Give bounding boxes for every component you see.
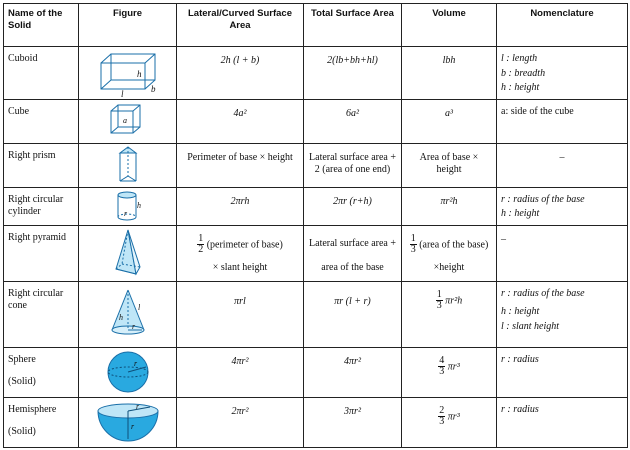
nom-item: r : radius: [501, 403, 539, 415]
row-pyramid: [4, 225, 628, 281]
cone-nomenclature: [497, 281, 628, 347]
sphere-r-label: r: [133, 359, 137, 368]
cone-r-label: r: [131, 322, 135, 331]
cylinder-volume: πr²h: [402, 187, 497, 225]
row-cube: [4, 99, 628, 143]
sphere-name: Sphere (Solid): [4, 347, 79, 397]
prism-icon: [111, 145, 145, 185]
header-lateral: Lateral/Curved Surface Area: [177, 4, 304, 47]
sphere-total: 4πr²: [304, 347, 402, 397]
cuboid-h-label: h: [136, 68, 141, 79]
cuboid-lateral: 2h (l + b): [177, 47, 304, 100]
nom-item: r : radius: [501, 353, 539, 365]
cube-nomenclature: [497, 99, 628, 143]
hemisphere-r-label-side: r: [130, 422, 134, 431]
prism-figure: [79, 143, 177, 187]
hemisphere-r-label-top: r: [135, 402, 139, 411]
nom-item: b : breadth: [501, 67, 546, 79]
cone-l-label: l: [137, 303, 140, 312]
cube-lateral: 4a²: [177, 99, 304, 143]
header-figure: Figure: [79, 4, 177, 47]
header-name: Name of the Solid: [4, 4, 79, 47]
row-hemisphere: [4, 397, 628, 447]
cylinder-icon: [110, 189, 146, 223]
nom-item: h : height: [501, 82, 540, 93]
nom-item: l : slant height: [501, 320, 560, 332]
hemisphere-lateral: 2πr²: [177, 397, 304, 447]
pyramid-name: Right pyramid: [4, 225, 79, 281]
cube-volume: a³: [402, 99, 497, 143]
prism-volume: Area of base × height: [402, 143, 497, 187]
hemisphere-volume: $\frac{2}{3}$ πr³: [402, 397, 497, 447]
sphere-figure: [79, 347, 177, 397]
fraction: $\frac{1}{2}$: [198, 232, 204, 255]
cuboid-figure: [79, 47, 177, 100]
cone-total: πr (l + r): [304, 281, 402, 347]
nom-item: h : height: [501, 306, 540, 317]
nom-item: a: side of the cube: [501, 105, 574, 117]
pyramid-lateral: $\frac{1}{2}$ (perimeter of base) × slant height: [177, 225, 304, 281]
prism-nomenclature: –: [497, 143, 628, 187]
prism-name: Right prism: [4, 143, 79, 187]
cylinder-r-label: r: [123, 209, 127, 218]
cylinder-total: 2πr (r+h): [304, 187, 402, 225]
cube-icon: [103, 101, 153, 141]
row-cone: [4, 281, 628, 347]
hemisphere-icon: [92, 399, 164, 445]
cuboid-volume: lbh: [402, 47, 497, 100]
cone-figure: [79, 281, 177, 347]
cube-name: Cube: [4, 99, 79, 143]
row-cylinder: [4, 187, 628, 225]
cone-name: Right circular cone: [4, 281, 79, 347]
sphere-volume: $\frac{4}{3}$ πr³: [402, 347, 497, 397]
row-sphere: [4, 347, 628, 397]
fraction: $\frac{4}{3}$: [439, 354, 445, 377]
cuboid-name: Cuboid: [4, 47, 79, 100]
cuboid-total: 2(lb+bh+hl): [304, 47, 402, 100]
cylinder-nomenclature: [497, 187, 628, 225]
cylinder-lateral: 2πrh: [177, 187, 304, 225]
hemisphere-figure: [79, 397, 177, 447]
nom-item: h : height: [501, 208, 540, 219]
cone-icon: [104, 286, 152, 342]
cone-h-label: h: [118, 313, 123, 322]
nom-item: r : radius of the base: [501, 287, 585, 299]
nom-item: l : length: [501, 53, 538, 64]
cuboid-l-label: l: [120, 88, 124, 97]
cube-a-label: a: [122, 116, 127, 125]
header-volume: Volume: [402, 4, 497, 47]
cube-figure: [79, 99, 177, 143]
header-row: [4, 4, 628, 47]
hemisphere-name: Hemisphere (Solid): [4, 397, 79, 447]
fraction: $\frac{1}{3}$: [436, 288, 442, 311]
pyramid-total: Lateral surface area + area of the base: [304, 225, 402, 281]
cone-lateral: πrl: [177, 281, 304, 347]
sphere-lateral: 4πr²: [177, 347, 304, 397]
cube-total: 6a²: [304, 99, 402, 143]
row-prism: [4, 143, 628, 187]
row-cuboid: [4, 47, 628, 100]
prism-lateral: Perimeter of base × height: [177, 143, 304, 187]
formula-table: [3, 3, 628, 448]
fraction: $\frac{2}{3}$: [439, 404, 445, 427]
cuboid-nomenclature: [497, 47, 628, 100]
header-nomenclature: Nomenclature: [497, 4, 628, 47]
sphere-nomenclature: [497, 347, 628, 397]
pyramid-figure: [79, 225, 177, 281]
pyramid-volume: $\frac{1}{3}$ (area of the base) ×height: [402, 225, 497, 281]
pyramid-nomenclature: –: [497, 225, 628, 281]
cylinder-figure: [79, 187, 177, 225]
cuboid-icon: [93, 49, 163, 97]
cylinder-h-label: h: [136, 201, 141, 210]
sphere-icon: [98, 349, 158, 395]
cone-volume: $\frac{1}{3}$ πr²h: [402, 281, 497, 347]
nom-item: r : radius of the base: [501, 193, 585, 205]
hemisphere-nomenclature: [497, 397, 628, 447]
cylinder-name: Right circular cylinder: [4, 187, 79, 225]
hemisphere-total: 3πr²: [304, 397, 402, 447]
header-total: Total Surface Area: [304, 4, 402, 47]
prism-total: Lateral surface area + 2 (area of one end): [304, 143, 402, 187]
pyramid-icon: [108, 227, 148, 279]
cuboid-b-label: b: [150, 83, 155, 94]
fraction: $\frac{1}{3}$: [410, 232, 416, 255]
